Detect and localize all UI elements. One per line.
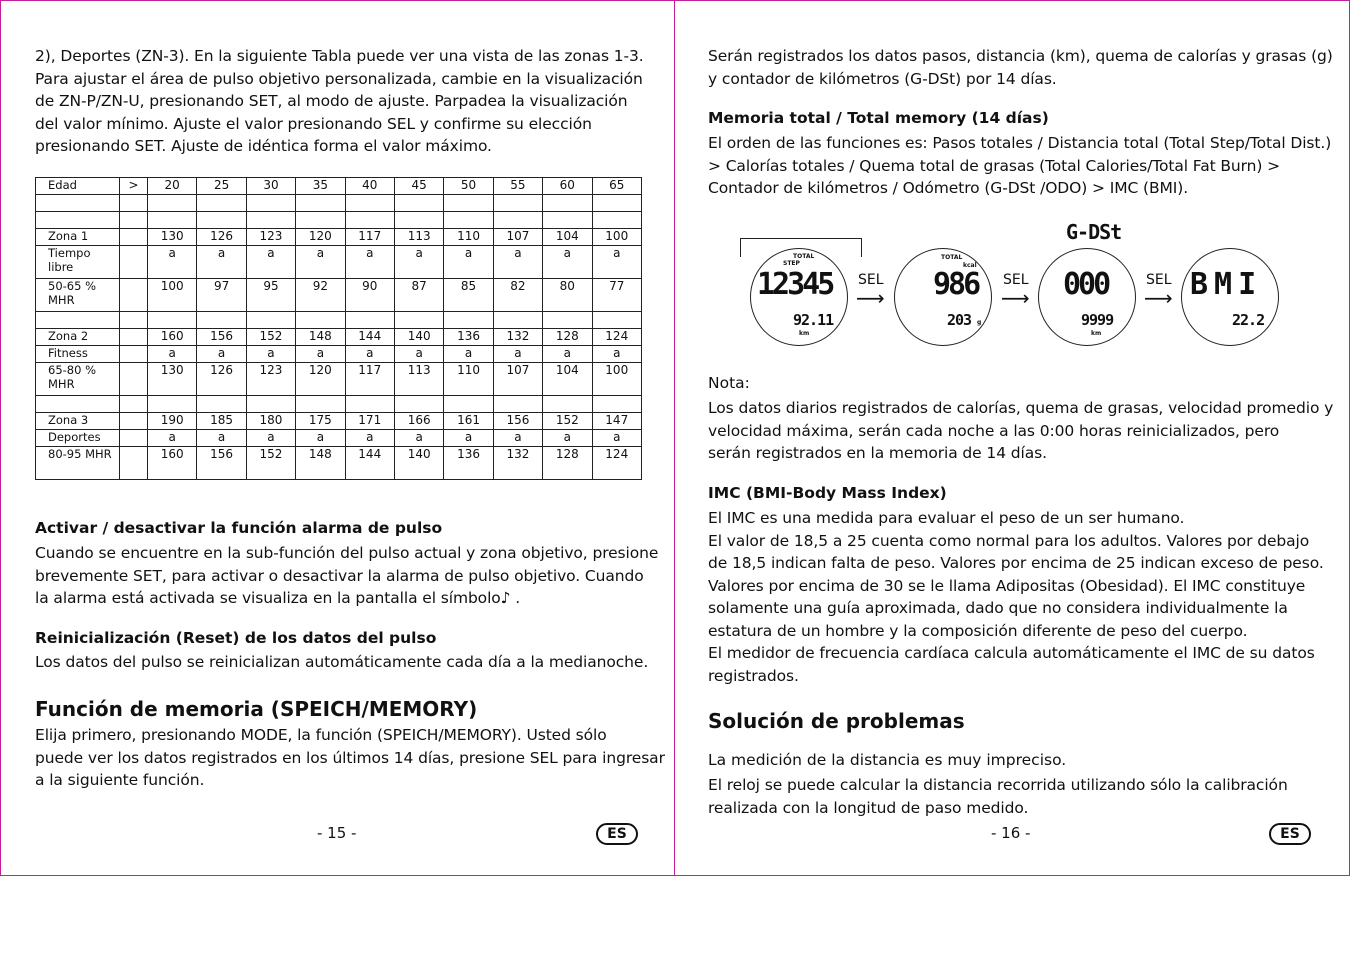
intro-paragraph	[35, 45, 644, 158]
text-line: Contador de kilómetros / Odómetro (G-DSt /ODO) > IMC (BMI).	[708, 179, 1189, 197]
table-cell	[493, 396, 542, 413]
table-cell: Tiempo libre	[36, 246, 120, 279]
text-line: a la siguiente función.	[35, 771, 205, 789]
table-cell: a	[444, 246, 493, 279]
table-row	[36, 346, 642, 363]
watch-sub-value: 92.11	[793, 311, 834, 329]
table-cell: 50-65 % MHR	[36, 279, 120, 312]
table-cell: a	[394, 246, 443, 279]
table-row	[36, 447, 642, 480]
text-line: presionando SET. Ajuste de idéntica forma el valor máximo.	[35, 137, 492, 155]
reset-heading: Reinicialización (Reset) de los datos del pulso	[35, 629, 437, 647]
table-cell: 104	[543, 229, 592, 246]
table-row	[36, 413, 642, 430]
gdst-label: G-DSt	[1066, 220, 1122, 244]
table-cell: 152	[543, 413, 592, 430]
text-line: realizada con la longitud de paso medido.	[708, 798, 1029, 817]
table-header-row	[36, 178, 642, 195]
watch-unit: km	[799, 330, 810, 337]
table-cell: a	[543, 246, 592, 279]
watch-main-value: 12345	[757, 267, 833, 302]
table-cell	[296, 396, 345, 413]
table-header-cell: Edad	[36, 178, 120, 195]
table-cell: a	[592, 430, 641, 447]
table-cell: a	[493, 430, 542, 447]
table-cell	[345, 195, 394, 212]
table-cell: 185	[197, 413, 246, 430]
text-line: El orden de las funciones es: Pasos totales / Distancia total (Total Step/Total Dist.)	[708, 134, 1332, 152]
table-cell: a	[345, 246, 394, 279]
arrow-right-icon: ⟶	[1144, 286, 1173, 310]
table-cell: 117	[345, 229, 394, 246]
table-cell	[36, 312, 120, 329]
table-cell: a	[493, 346, 542, 363]
table-cell: a	[246, 246, 295, 279]
text-fragment: la alarma está activada se visualiza en la pantalla el símbolo	[35, 589, 501, 607]
table-cell	[120, 312, 148, 329]
table-cell: 136	[444, 329, 493, 346]
table-cell	[345, 312, 394, 329]
watch-sub-value: 203	[947, 311, 972, 329]
text-line: 2), Deportes (ZN-3). En la siguiente Tabla puede ver una vista de las zonas 1-3.	[35, 47, 644, 65]
table-cell: a	[148, 246, 197, 279]
watch-total-step	[750, 248, 848, 346]
table-cell: 130	[148, 229, 197, 246]
table-cell: 126	[197, 363, 246, 396]
table-cell	[197, 195, 246, 212]
total-memory-paragraph	[708, 132, 1331, 200]
table-cell: a	[296, 346, 345, 363]
watch-main-value: 986	[933, 267, 979, 302]
table-cell	[197, 396, 246, 413]
table-cell	[493, 195, 542, 212]
table-cell: 171	[345, 413, 394, 430]
text-line: del valor mínimo. Ajuste el valor presionando SEL y confirme su elección	[35, 114, 592, 133]
sel-label: SEL	[1146, 272, 1172, 288]
text-line: brevemente SET, para activar o desactivar la alarma de pulso objetivo. Cuando	[35, 566, 644, 585]
table-cell: 120	[296, 229, 345, 246]
table-header-cell: 30	[246, 178, 295, 195]
watch-sub-value: 22.2	[1232, 311, 1265, 329]
table-cell	[120, 413, 148, 430]
table-cell: a	[345, 430, 394, 447]
table-cell: Fitness	[36, 346, 120, 363]
table-cell: 123	[246, 229, 295, 246]
text-line: puede ver los datos registrados en los últimos 14 días, presione SEL para ingresar	[35, 748, 665, 767]
table-cell	[394, 396, 443, 413]
table-cell: a	[345, 346, 394, 363]
table-cell: a	[246, 346, 295, 363]
text-line: El IMC es una medida para evaluar el peso de un ser humano.	[708, 509, 1185, 527]
table-cell	[345, 212, 394, 229]
text-line: serán registrados en la memoria de 14 días.	[708, 444, 1047, 462]
table-row	[36, 229, 642, 246]
table-cell: 65-80 % MHR	[36, 363, 120, 396]
watch-sub-value: 9999	[1081, 311, 1114, 329]
alarm-icon: ♪	[500, 589, 511, 607]
table-cell: 161	[444, 413, 493, 430]
table-cell: 156	[197, 447, 246, 480]
table-cell	[493, 312, 542, 329]
table-cell	[120, 212, 148, 229]
table-cell	[592, 195, 641, 212]
table-cell: 87	[394, 279, 443, 312]
table-cell	[296, 212, 345, 229]
table-cell: 148	[296, 329, 345, 346]
table-cell: a	[197, 246, 246, 279]
text-line	[35, 587, 658, 610]
watch-bmi	[1181, 248, 1279, 346]
table-cell	[148, 212, 197, 229]
table-cell	[246, 312, 295, 329]
table-cell: 80-95 MHR	[36, 447, 120, 480]
reset-paragraph: Los datos del pulso se reinicializan automáticamente cada día a la medianoche.	[35, 653, 649, 671]
table-row	[36, 329, 642, 346]
table-cell: a	[394, 346, 443, 363]
memory-paragraph	[35, 724, 665, 792]
table-row-spacer	[36, 195, 642, 212]
text-line: El reloj se puede calcular la distancia recorrida utilizando sólo la calibración	[708, 776, 1288, 794]
text-line: Serán registrados los datos pasos, distancia (km), quema de calorías y grasas (g)	[708, 47, 1333, 65]
table-cell	[120, 430, 148, 447]
imc-paragraph	[708, 507, 1324, 687]
table-cell: Deportes	[36, 430, 120, 447]
text-line: de 18,5 indican falta de peso. Valores por encima de 25 indican exceso de peso.	[708, 554, 1324, 572]
troubleshooting-subheading: La medición de la distancia es muy impreciso.	[708, 751, 1067, 769]
table-cell: 132	[493, 447, 542, 480]
table-cell: 175	[296, 413, 345, 430]
table-cell: 160	[148, 447, 197, 480]
table-cell: 100	[592, 363, 641, 396]
table-cell	[197, 312, 246, 329]
table-cell	[394, 312, 443, 329]
table-cell: Zona 1	[36, 229, 120, 246]
table-cell	[543, 195, 592, 212]
table-cell: 132	[493, 329, 542, 346]
left-page	[0, 0, 675, 876]
imc-heading: IMC (BMI-Body Mass Index)	[708, 484, 947, 502]
page-number: - 15 -	[317, 824, 357, 842]
alarm-paragraph	[35, 542, 658, 610]
table-header-cell: 60	[543, 178, 592, 195]
text-line: registrados.	[708, 666, 799, 685]
table-cell	[444, 212, 493, 229]
table-cell	[120, 346, 148, 363]
watch-total-calories	[894, 248, 992, 346]
table-cell	[296, 195, 345, 212]
table-cell: 113	[394, 363, 443, 396]
text-line: El medidor de frecuencia cardíaca calcula automáticamente el IMC de su datos	[708, 644, 1315, 662]
text-line: Valores por encima de 30 se le llama Adipositas (Obesidad). El IMC constituye	[708, 576, 1306, 595]
table-cell: 107	[493, 363, 542, 396]
sel-label: SEL	[858, 272, 884, 288]
watch-unit: g	[977, 319, 982, 326]
text-line: y contador de kilómetros (G-DSt) por 14 días.	[708, 69, 1057, 88]
sel-label: SEL	[1003, 272, 1029, 288]
table-cell: a	[592, 346, 641, 363]
table-cell	[148, 195, 197, 212]
table-cell: 124	[592, 329, 641, 346]
table-cell: 180	[246, 413, 295, 430]
table-cell: a	[543, 346, 592, 363]
table-cell: 126	[197, 229, 246, 246]
table-header-cell: 35	[296, 178, 345, 195]
table-cell: 148	[296, 447, 345, 480]
watch-display-sequence	[740, 220, 1280, 348]
table-cell: a	[493, 246, 542, 279]
text-line: solamente una guía aproximada, dado que no considera individualmente la	[708, 599, 1288, 617]
table-cell: a	[246, 430, 295, 447]
table-cell: 128	[543, 329, 592, 346]
table-cell: 140	[394, 447, 443, 480]
table-cell: 82	[493, 279, 542, 312]
table-cell: 147	[592, 413, 641, 430]
table-row	[36, 430, 642, 447]
table-header-cell: >	[120, 178, 148, 195]
table-cell: Zona 3	[36, 413, 120, 430]
table-cell: 140	[394, 329, 443, 346]
table-cell: 107	[493, 229, 542, 246]
table-row	[36, 246, 642, 279]
language-badge: ES	[596, 823, 638, 845]
table-cell	[148, 396, 197, 413]
alarm-heading: Activar / desactivar la función alarma de pulso	[35, 519, 443, 537]
right-page	[674, 0, 1350, 876]
table-cell: a	[296, 246, 345, 279]
table-cell: 100	[592, 229, 641, 246]
table-cell: a	[444, 430, 493, 447]
table-row-spacer	[36, 312, 642, 329]
table-cell: 152	[246, 329, 295, 346]
table-cell: 90	[345, 279, 394, 312]
table-cell: 123	[246, 363, 295, 396]
table-cell	[543, 312, 592, 329]
table-cell: 117	[345, 363, 394, 396]
table-header-cell: 40	[345, 178, 394, 195]
watch-label: STEP	[783, 260, 800, 267]
table-cell	[120, 229, 148, 246]
table-cell: 104	[543, 363, 592, 396]
table-cell: 152	[246, 447, 295, 480]
table-cell: 190	[148, 413, 197, 430]
table-cell	[592, 312, 641, 329]
table-cell	[197, 212, 246, 229]
table-cell: a	[394, 430, 443, 447]
table-cell: a	[296, 430, 345, 447]
table-cell	[493, 212, 542, 229]
table-cell: a	[197, 346, 246, 363]
memory-heading: Función de memoria (SPEICH/MEMORY)	[35, 697, 478, 721]
text-line: velocidad máxima, serán cada noche a las 0:00 horas reinicializados, pero	[708, 421, 1280, 440]
watch-label: TOTAL	[941, 254, 963, 261]
table-cell: a	[197, 430, 246, 447]
text-line: estatura de un hombre y la composición diferente de peso del cuerpo.	[708, 621, 1248, 640]
table-cell: 144	[345, 329, 394, 346]
text-line: Elija primero, presionando MODE, la función (SPEICH/MEMORY). Usted sólo	[35, 726, 607, 744]
table-cell: 100	[148, 279, 197, 312]
table-cell: 120	[296, 363, 345, 396]
table-cell	[36, 396, 120, 413]
table-row-spacer	[36, 212, 642, 229]
table-cell: 80	[543, 279, 592, 312]
table-cell	[394, 195, 443, 212]
table-cell	[36, 212, 120, 229]
table-cell	[120, 246, 148, 279]
table-cell: 156	[197, 329, 246, 346]
watch-unit: km	[1091, 330, 1102, 337]
table-cell: 110	[444, 363, 493, 396]
language-badge: ES	[1269, 823, 1311, 845]
table-cell: a	[592, 246, 641, 279]
table-cell: a	[543, 430, 592, 447]
troubleshooting-paragraph	[708, 774, 1288, 819]
table-cell	[120, 396, 148, 413]
table-cell: a	[148, 430, 197, 447]
table-cell: 95	[246, 279, 295, 312]
watch-label: TOTAL	[793, 253, 815, 260]
table-cell: 92	[296, 279, 345, 312]
table-cell: 85	[444, 279, 493, 312]
table-cell: 77	[592, 279, 641, 312]
table-cell	[394, 212, 443, 229]
table-cell	[246, 396, 295, 413]
text-line: Los datos diarios registrados de calorías, quema de grasas, velocidad promedio y	[708, 399, 1334, 417]
note-heading: Nota:	[708, 374, 750, 392]
table-cell	[543, 396, 592, 413]
table-row-spacer	[36, 396, 642, 413]
table-cell	[543, 212, 592, 229]
table-cell: 166	[394, 413, 443, 430]
watch-odometer	[1038, 248, 1136, 346]
table-cell: 97	[197, 279, 246, 312]
table-cell	[444, 312, 493, 329]
text-fragment: .	[510, 589, 521, 607]
table-cell	[120, 363, 148, 396]
table-cell	[592, 212, 641, 229]
table-header-cell: 50	[444, 178, 493, 195]
troubleshooting-heading: Solución de problemas	[708, 709, 965, 733]
table-cell	[592, 396, 641, 413]
table-cell	[120, 279, 148, 312]
watch-main-value: 000	[1063, 267, 1109, 302]
table-cell	[36, 195, 120, 212]
table-cell: 110	[444, 229, 493, 246]
table-cell: 128	[543, 447, 592, 480]
heart-rate-zone-table	[35, 177, 642, 480]
table-cell	[120, 447, 148, 480]
table-cell: 113	[394, 229, 443, 246]
intro-paragraph	[708, 45, 1333, 90]
table-header-cell: 20	[148, 178, 197, 195]
arrow-right-icon: ⟶	[1001, 286, 1030, 310]
text-line: de ZN-P/ZN-U, presionando SET, al modo de ajuste. Parpadea la visualización	[35, 92, 628, 110]
table-cell	[296, 312, 345, 329]
text-line: > Calorías totales / Quema total de grasas (Total Calories/Total Fat Burn) >	[708, 156, 1281, 175]
arrow-right-icon: ⟶	[856, 286, 885, 310]
table-cell: 130	[148, 363, 197, 396]
table-cell	[148, 312, 197, 329]
table-row	[36, 279, 642, 312]
page-number: - 16 -	[991, 824, 1031, 842]
text-line: Cuando se encuentre en la sub-función del pulso actual y zona objetivo, presione	[35, 544, 659, 562]
table-cell: a	[444, 346, 493, 363]
text-line: Para ajustar el área de pulso objetivo personalizada, cambie en la visualización	[35, 69, 643, 88]
note-paragraph	[708, 397, 1333, 465]
table-cell	[444, 195, 493, 212]
table-header-cell: 65	[592, 178, 641, 195]
text-line: El valor de 18,5 a 25 cuenta como normal para los adultos. Valores por debajo	[708, 531, 1310, 550]
table-cell	[120, 195, 148, 212]
table-cell: 136	[444, 447, 493, 480]
table-row	[36, 363, 642, 396]
table-cell	[444, 396, 493, 413]
table-cell	[120, 329, 148, 346]
table-header-cell: 45	[394, 178, 443, 195]
table-header-cell: 55	[493, 178, 542, 195]
table-header-cell: 25	[197, 178, 246, 195]
table-cell: 144	[345, 447, 394, 480]
table-cell: Zona 2	[36, 329, 120, 346]
table-cell	[246, 212, 295, 229]
table-cell	[345, 396, 394, 413]
table-cell: 160	[148, 329, 197, 346]
table-cell: 156	[493, 413, 542, 430]
watch-main-value: BMI	[1190, 267, 1263, 302]
total-memory-heading: Memoria total / Total memory (14 días)	[708, 109, 1049, 127]
watch-label: kcal	[963, 262, 977, 269]
table-cell: a	[148, 346, 197, 363]
table-cell	[246, 195, 295, 212]
table-cell: 124	[592, 447, 641, 480]
